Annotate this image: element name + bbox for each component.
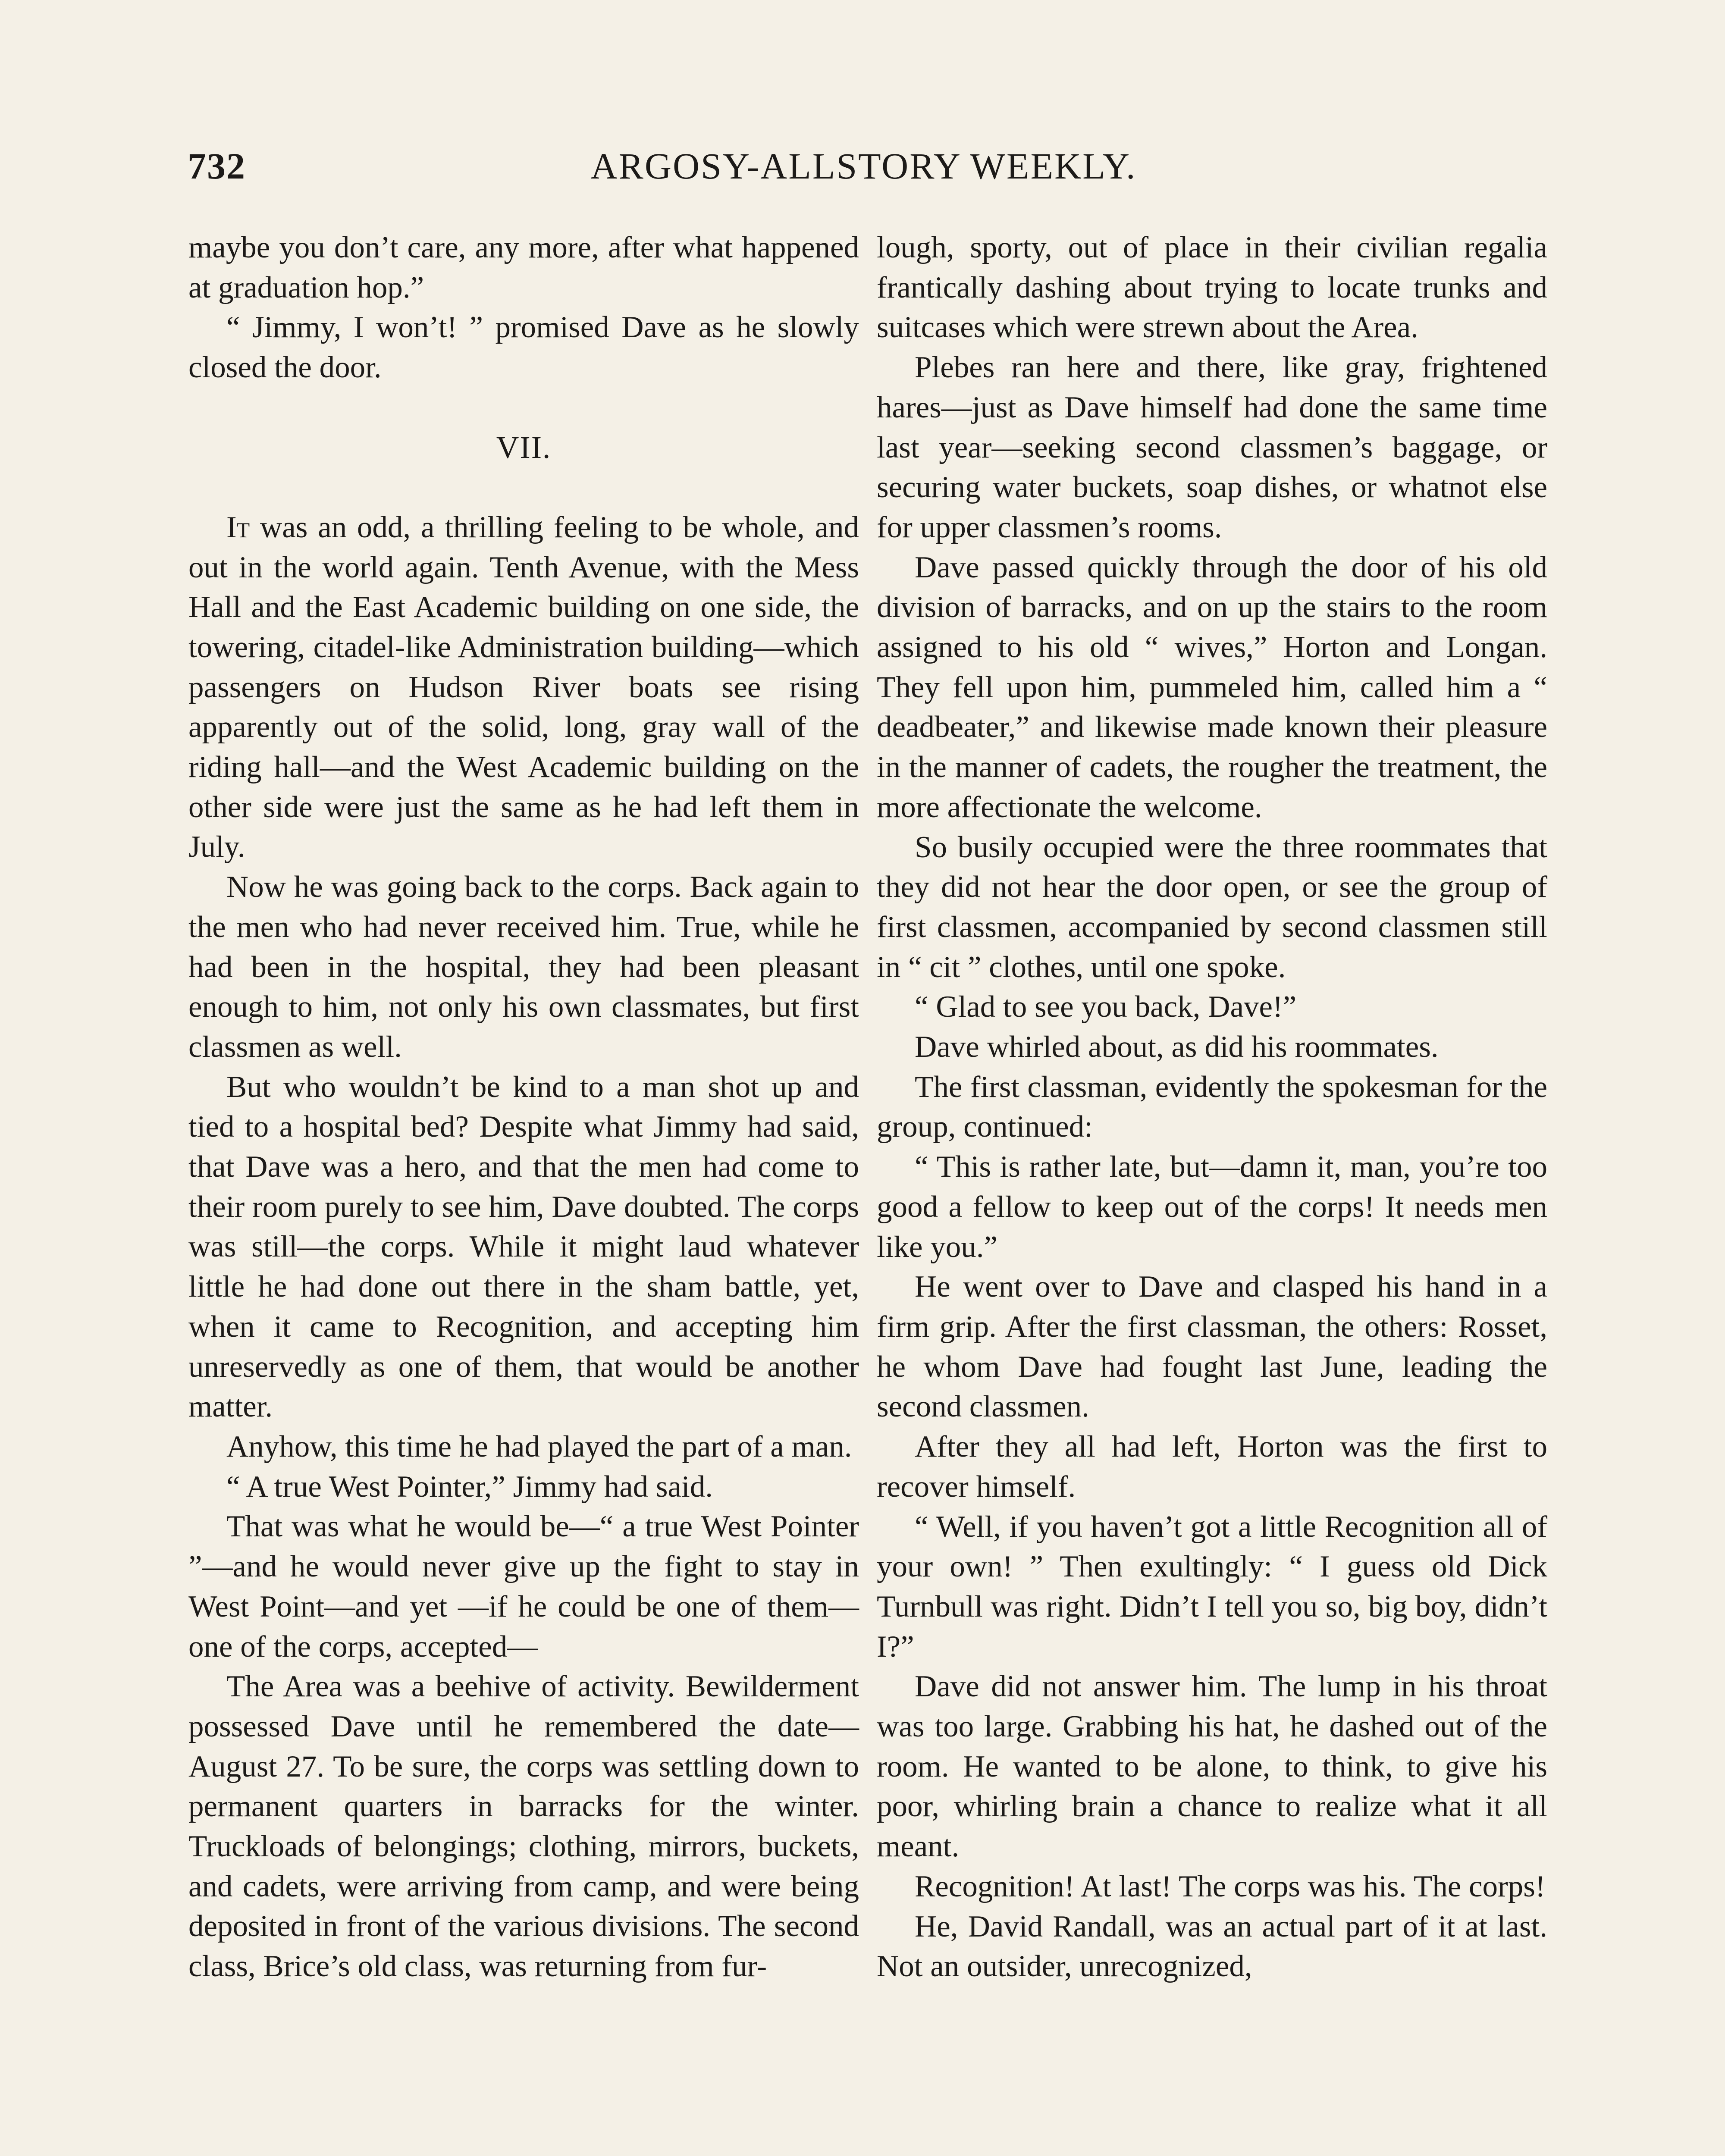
paragraph: That was what he would be—“ a true West Pointer ”—and he would never give up the fight to stay in West Point—and yet —if he could be one of them—one of the corps, accepted— — [188, 1510, 859, 1664]
paragraph: “ Well, if you haven’t got a little Recognition all of your own! ” Then exultingly: “ I guess old Dick Turnbull was right. Didn’t I tell you so, big boy, didn’t I?” — [877, 1510, 1547, 1664]
paragraph: Plebes ran here and there, like gray, frightened hares—just as Dave himself had done the same time last year—seeking second classmen’s baggage, or securing water buckets, soap dishes, or whatnot else for upper classmen’s rooms. — [877, 351, 1547, 544]
paragraph: Dave passed quickly through the door of his old division of barracks, and on up the stairs to the room assigned to his old “ wives,” Horton and Longan. They fell upon him, pummeled him, called him a “ deadbeater,” and likewise made known their pleasure in the manner of cadets, the rougher the treatment, the more affectionate the welcome. — [877, 550, 1547, 824]
paragraph: After they all had left, Horton was the first to recover himself. — [877, 1430, 1547, 1504]
paragraph: Dave whirled about, as did his roommates. — [915, 1030, 1439, 1064]
paragraph: Anyhow, this time he had played the part of a man. — [226, 1429, 852, 1463]
right-column — [877, 228, 1547, 1987]
paragraph: He went over to Dave and clasped his hand in a firm grip. After the first classman, the others: Rosset, he whom Dave had fought last June, leading the second classmen. — [877, 1270, 1547, 1424]
paragraph: maybe you don’t care, any more, after what happened at graduation hop.” — [188, 231, 859, 304]
paragraph: So busily occupied were the three roommates that they did not hear the door open, or see the group of first classmen, accompanied by second classmen still in “ cit ” clothes, until one spoke. — [877, 830, 1547, 984]
chapter-heading: VII. — [496, 429, 552, 465]
paragraph: He, David Randall, was an actual part of it at last. Not an outsider, unrecognized, — [877, 1909, 1547, 1984]
paragraph: “ Jimmy, I won’t! ” promised Dave as he slowly closed the door. — [188, 310, 859, 385]
paragraph: The first classman, evidently the spokesman for the group, continued: — [877, 1070, 1547, 1144]
paragraph: lough, sporty, out of place in their civilian regalia frantically dashing about trying to locate trunks and suitcases which were strewn about the Area. — [877, 231, 1547, 345]
left-column — [188, 228, 859, 1987]
dropcap-word: It — [226, 510, 250, 544]
running-title: ARGOSY-ALLSTORY WEEKLY. — [590, 145, 1137, 187]
paragraph: The Area was a beehive of activity. Bewilderment possessed Dave until he remembered the date—August 27. To be sure, the corps was settling down to permanent quarters in barracks for the winter. Truckloads of belongings; clothing, mirrors, buckets, and cadets, were arriving from camp, and were being deposited in front of the various divisions. The second class, Brice’s old class, was returning from fur- — [188, 1670, 859, 1984]
paragraph-with-dropcap — [188, 508, 859, 867]
paragraph: But who wouldn’t be kind to a man shot up and tied to a hospital bed? Despite what Jimmy had said, that Dave was a hero, and that the men had come to their room purely to see him, Dave doubted. The corps was still—the corps. While it might laud whatever little he had done out there in the sham battle, yet, when it came to Recognition, and accepting him unreservedly as one of them, that would be another matter. — [188, 1070, 859, 1424]
paragraph: Now he was going back to the corps. Back again to the men who had never received him. True, while he had been in the hospital, they had been pleasant enough to him, not only his own classmates, but first classmen as well. — [188, 870, 859, 1064]
paragraph: “ A true West Pointer,” Jimmy had said. — [226, 1470, 713, 1504]
page-header — [188, 144, 1540, 192]
paragraph: “ This is rather late, but—damn it, man, you’re too good a fellow to keep out of the corps! It needs men like you.” — [877, 1150, 1547, 1264]
paragraph: Dave did not answer him. The lump in his throat was too large. Grabbing his hat, he dashed out of the room. He wanted to be alone, to think, to give his poor, whirling brain a chance to realize what it all meant. — [877, 1670, 1547, 1864]
paragraph: Recognition! At last! The corps was his. The corps! — [915, 1869, 1546, 1903]
paragraph: “ Glad to see you back, Dave!” — [915, 990, 1297, 1024]
paragraph-text: was an odd, a thrilling feeling to be whole, and out in the world again. Tenth Avenue, with the Mess Hall and the East Academic building on one side, the towering, citadel-like Administration building—which passengers on Hudson River boats see rising apparently out of the solid, long, gray wall of the riding hall—and the West Academic building on the other side were just the same as he had left them in July. — [188, 510, 859, 864]
page-number: 732 — [188, 145, 246, 187]
